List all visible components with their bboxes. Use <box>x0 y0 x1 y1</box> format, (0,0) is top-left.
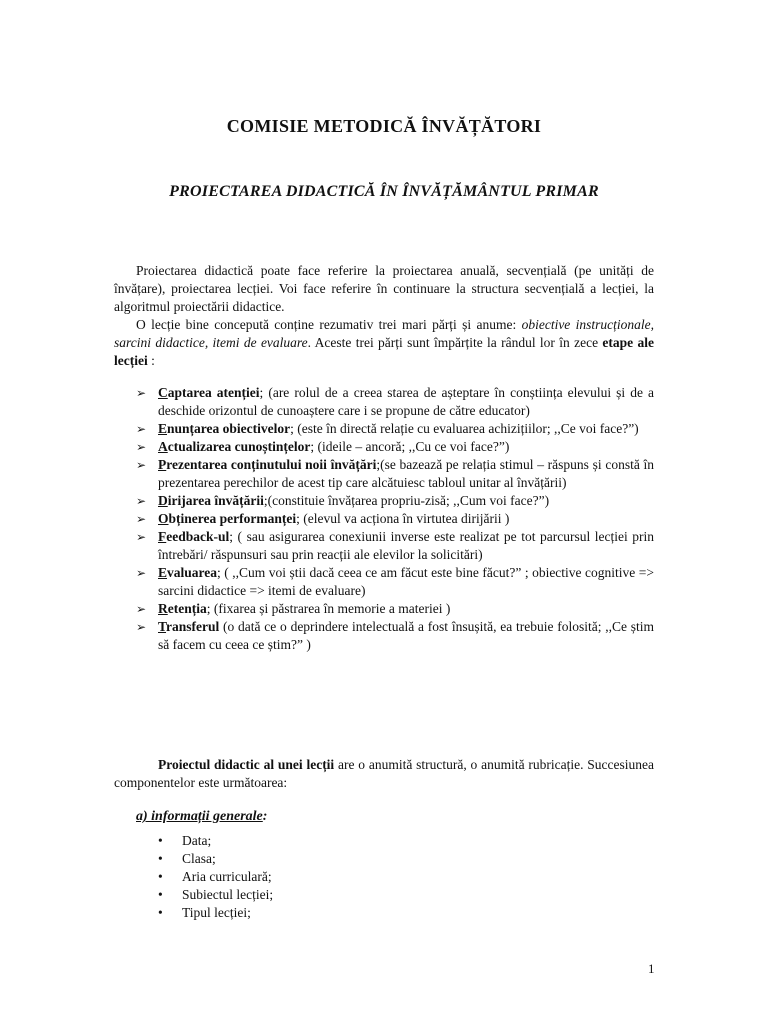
list-item <box>114 492 654 510</box>
stage-initial: F <box>158 529 167 544</box>
stage-description: ; (ideile – ancoră; ,,Cu ce voi face?”) <box>310 439 510 454</box>
stage-description: (o dată ce o deprindere intelectuală a fost însușită, ea trebuie folosită; ,,Ce știm să facem cu ceea ce știm?” ) <box>158 619 654 652</box>
section-a-heading <box>136 809 267 825</box>
list-item <box>158 904 273 922</box>
arrow-right-icon: ➢ <box>136 512 147 526</box>
section-a-suffix: : <box>262 809 268 824</box>
arrow-right-icon: ➢ <box>136 530 147 544</box>
intro-p2-bold: etape ale lecției <box>114 335 654 368</box>
stage-description: ; (elevul va acționa în virtutea dirijării ) <box>296 511 510 526</box>
stage-initial: T <box>158 619 167 634</box>
stage-term: valuarea <box>167 565 218 580</box>
intro-p2-start: O lecție bine concepută conține rezumativ trei mari părți și anume: <box>136 317 522 332</box>
stage-description: ;(constituie învățarea propriu-zisă; ,,Cum voi face?”) <box>263 493 550 508</box>
stage-term: bținerea performanței <box>168 511 297 526</box>
stage-term: irijarea învățării <box>167 493 264 508</box>
list-item <box>114 510 654 528</box>
bullet-icon: • <box>158 833 163 848</box>
stage-term: ransferul <box>166 619 220 634</box>
stage-initial: A <box>158 439 168 454</box>
stage-description: ; (fixarea și păstrarea în memorie a materiei ) <box>206 601 451 616</box>
stage-term: nunțarea obiectivelor <box>167 421 291 436</box>
stage-initial: O <box>158 511 169 526</box>
stage-description: ; (are rolul de a creea starea de așteptare în conștiința elevului și de a deschide orizontul de cunoaștere care i se propune de către educator) <box>158 385 654 418</box>
list-item <box>158 850 273 868</box>
project-text: are o anumită structură, o anumită rubricație. Succesiunea componentelor este următoarea: <box>114 757 654 790</box>
list-item <box>114 420 654 438</box>
bullet-icon: • <box>158 851 163 866</box>
general-info-list <box>158 832 273 922</box>
list-item <box>114 438 654 456</box>
bullet-icon: • <box>158 905 163 920</box>
list-item <box>114 618 654 654</box>
arrow-right-icon: ➢ <box>136 566 147 580</box>
list-item <box>114 564 654 600</box>
document-title: COMISIE METODICĂ ÎNVĂȚĂTORI <box>226 116 542 136</box>
arrow-right-icon: ➢ <box>136 386 147 400</box>
arrow-right-icon: ➢ <box>136 422 147 436</box>
stage-term: eedback-ul <box>166 529 230 544</box>
list-item-text: Aria curriculară; <box>182 869 272 884</box>
list-item-text: Tipul lecției; <box>182 905 251 920</box>
stage-initial: D <box>158 493 168 508</box>
intro-section <box>114 262 654 370</box>
intro-p2-mid: . Aceste trei părți sunt împărțite la rândul lor în zece <box>307 335 603 350</box>
list-item <box>158 868 273 886</box>
arrow-right-icon: ➢ <box>136 602 147 616</box>
stage-initial: E <box>158 565 168 580</box>
arrow-right-icon: ➢ <box>136 494 147 508</box>
list-item <box>114 528 654 564</box>
project-bold: Proiectul didactic al unei lecții <box>158 757 335 772</box>
stage-initial: R <box>158 601 168 616</box>
project-section <box>114 756 654 792</box>
arrow-right-icon: ➢ <box>136 620 147 634</box>
list-item <box>158 886 273 904</box>
section-a-label: a) informații generale <box>136 809 263 824</box>
stage-term: ctualizarea cunoștințelor <box>167 439 311 454</box>
stage-description: ; ( sau asigurarea conexiunii inverse este realizat pe tot parcursul lecției prin întrebări/ răspunsuri sau prin reacții ale elevilor la solicitări) <box>158 529 654 562</box>
list-item <box>158 832 273 850</box>
intro-p2-italic: obiective instrucționale, sarcini didactice, itemi de evaluare <box>114 317 655 350</box>
intro-p2-end: : <box>147 353 155 368</box>
stage-initial: P <box>158 457 167 472</box>
list-item-text: Data; <box>182 833 212 848</box>
list-item <box>114 456 654 492</box>
stage-description: ; ( ,,Cum voi știi dacă ceea ce am făcut este bine făcut?” ; obiective cognitive => sarcini didactice => itemi de evaluare) <box>158 565 654 598</box>
document-subtitle: PROIECTAREA DIDACTICĂ ÎN ÎNVĂȚĂMÂNTUL PRIMAR <box>169 183 599 200</box>
stage-initial: C <box>158 385 168 400</box>
list-item <box>114 384 654 420</box>
project-paragraph <box>114 756 654 792</box>
stage-description: ; (este în directă relație cu evaluarea achizițiilor; ,,Ce voi face?”) <box>290 421 639 436</box>
intro-paragraph-2 <box>114 316 654 370</box>
list-item-text: Clasa; <box>182 851 216 866</box>
lesson-stages-list <box>114 384 654 654</box>
arrow-right-icon: ➢ <box>136 440 147 454</box>
bullet-icon: • <box>158 869 163 884</box>
stage-term: aptarea atenției <box>167 385 260 400</box>
stage-initial: E <box>158 421 168 436</box>
intro-paragraph-1: Proiectarea didactică poate face referire la proiectarea anuală, secvențială (pe unități de învățare), proiectarea lecției. Voi face referire în continuare la structura secvențială a lecției, la algoritmul proiectării didactice. <box>114 263 654 314</box>
stage-term: etenția <box>167 601 207 616</box>
stage-description: ;(se bazează pe relația stimul – răspuns și constă în prezentarea perechilor de acest tip care alcătuiesc tabloul unitar al învățării) <box>158 457 655 490</box>
list-item-text: Subiectul lecției; <box>182 887 274 902</box>
page-number: 1 <box>648 961 655 976</box>
stage-term: rezentarea conținutului noii învățări <box>166 457 377 472</box>
arrow-right-icon: ➢ <box>136 458 147 472</box>
bullet-icon: • <box>158 887 163 902</box>
list-item <box>114 600 654 618</box>
